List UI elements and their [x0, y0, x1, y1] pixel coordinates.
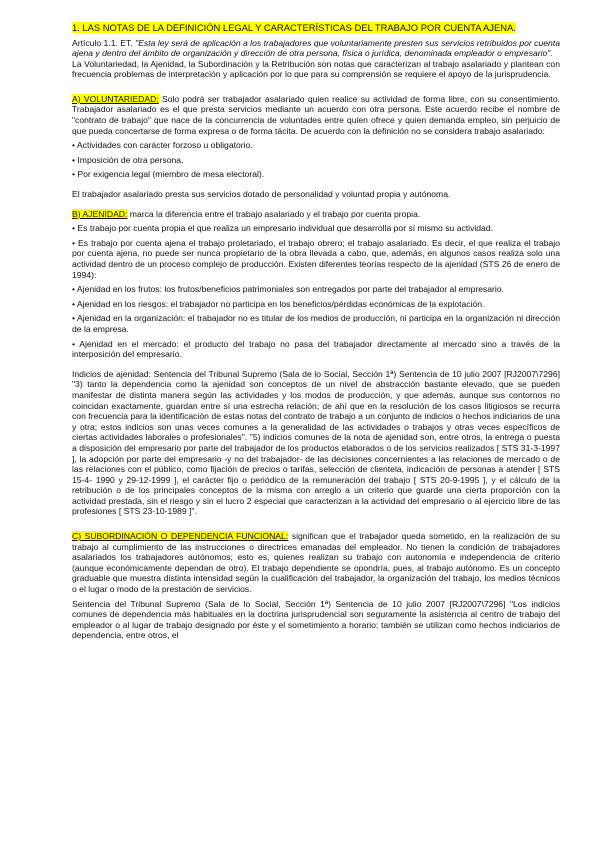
- document-title: [72, 22, 560, 34]
- section-a-text: Solo podrá ser trabajador asalariado quien realice su actividad de forma libre, con su consentimiento. Trabajador asalariado es el que presta servicios mediante un acuerdo con otra persona. Este acuerdo recibe el nombre de "contrato de trabajo" que nace de la concurrencia de voluntades entre quien ofrece y quien demanda empleo, sin perjuicio de que pueda concertarse de forma expresa o de forma tácita. De acuerdo con la definición no se considera trabajo asalariado:: [72, 93, 560, 136]
- list-item: • Es trabajo por cuenta propia el que realiza un empresario individual que desarrolla por sí mismo su actividad.: [72, 223, 560, 234]
- section-c-text: significan que el trabajador queda sometido, en la realización de su trabajo al cumplimiento de las instrucciones o directrices emanadas del empleador. No tienen la condición de trabajadores asalariados los trabajadores autónomos; esto es, quienes realizan su trabajo con autonomía e independencia de criterio (aunque económicamente dependan de otro). El trabajo dependiente se opondría, pues, al trabajo autónomo. Es un concepto graduable que muestra distinta intensidad según la cualificación del trabajador, la organización del trabajo, los medios técnicos o el lugar o modo de la prestación de servicios.: [72, 531, 561, 595]
- list-item: • Por exigencia legal (miembro de mesa electoral).: [72, 169, 560, 180]
- list-item: • Ajenidad en los frutos: los frutos/beneficios patrimoniales son entregados por parte del trabajador al empresario.: [72, 284, 560, 295]
- section-b-text: marca la diferencia entre el trabajo asalariado y el trabajo por cuenta propia.: [127, 208, 421, 219]
- article-reference: Artículo 1.1. ET.: [72, 37, 136, 48]
- section-b-paragraph: [72, 209, 560, 220]
- section-a-closing: El trabajador asalariado presta sus servicios dotado de personalidad y voluntad propia y autónoma.: [72, 189, 451, 200]
- title-highlight: 1. LAS NOTAS DE LA DEFINICIÓN LEGAL Y CARACTERÍSTICAS DEL TRABAJO POR CUENTA AJENA.: [72, 22, 516, 33]
- section-c-paragraph: [72, 531, 560, 595]
- list-item: • Ajenidad en los riesgos: el trabajador no participa en los beneficios/pérdidas económicas de la explotación.: [72, 299, 560, 310]
- article-citation: [72, 38, 560, 59]
- indicios-paragraph: Indicios de ajenidad: Sentencia del Tribunal Supremo (Sala de lo Social, Sección 1ª) Sentencia de 10 julio 2007 [RJ2007\7296] "3) tanto la dependencia como la ajenidad son conceptos de un nivel de abstracción bastante elevado, que se pueden manifestar de distinta manera según las actividades y los modos de producción, y que además, aunque sus contornos no coincidan exactamente, guardan entre sí una estrecha relación; de ahí que en la resolución de los casos litigiosos se recurra con frecuencia para la identificación de estas notas del contrato de trabajo a un conjunto de indicios o hechos indiciarios de una y otra; estos indicios son unas veces comunes a la generalidad de las actividades o trabajos y otras veces específicos de ciertas actividades laborales o profesionales". "5) indicios comunes de la nota de ajenidad son, entre otros, la entrega o puesta a disposición del empresario por parte del trabajador de los productos elaborados o de los servicios realizados [ STS 31-3-1997 ], la adopción por parte del empresario -y no del trabajador- de las decisiones concernientes a las relaciones de mercado o de las relaciones con el público, como fijación de precios o tarifas, selección de clientela, indicación de personas a atender [ STS 15-4- 1990 y 29-12-1999 ], el carácter fijo o periódico de la remuneración del trabajo [ STS 20-9-1995 ], y el cálculo de la retribución o de los principales conceptos de la misma con arreglo a un criterio que guarde una cierta proporción con la actividad prestada, sin el riesgo y sin el lucro 2 especial que caracterizan a la actividad del empresario o al ejercicio libre de las profesiones [ STS 23-10-1989 ]".: [72, 368, 560, 517]
- list-item: • Imposición de otra persona.: [72, 155, 560, 166]
- list-item: • Es trabajo por cuenta ajena el trabajo proletariado, el trabajo obrero; el trabajo asalariado. Es decir, el que realiza el trabajo por cuenta ajena, no puede ser nunca propietario de la obra llevada a cabo, que, además, en algunos casos realiza solo una actividad dentro de un proceso complejo de producción. Existen diferentes teorías respecto de la ajenidad (STS 26 de enero de 1994):: [72, 238, 560, 280]
- article-quote: "Esta ley será de aplicación a los trabajadores que voluntariamente presten sus servicios retribuidos por cuenta ajena y dentro del ámbito de organización y dirección de otra persona, física o jurídica, denominada empleador o empresario".: [72, 37, 560, 59]
- list-item: • Ajenidad en el mercado: el producto del trabajo no pasa del trabajador directamente al mercado sino a través de la interposición del empresario.: [72, 339, 560, 360]
- list-item: • Actividades con carácter forzoso u obligatorio.: [72, 140, 560, 151]
- section-b-heading: B) AJENIDAD:: [72, 208, 128, 219]
- section-a-heading: A) VOLUNTARIEDAD:: [72, 93, 159, 104]
- section-c-heading: C) SUBORDINACIÓN O DEPENDENCIA FUNCIONAL:: [72, 531, 289, 542]
- intro-paragraph: La Voluntariedad, la Ajenidad, la Subordinación y la Retribución son notas que caracterizan al trabajo asalariado y plantean con frecuencia problemas de interpretación y aplicación por lo que para su comprensión se requiere el apoyo de la jurisprudencia.: [72, 58, 560, 80]
- list-item: • Ajenidad en la organización: el trabajador no es titular de los medios de producción, ni participa en la organización ni dirección de la empresa.: [72, 313, 560, 334]
- section-c-ruling: Sentencia del Tribunal Supremo (Sala de lo Social, Sección 1ª) Sentencia de 10 julio 2007 [RJ2007\7296] "Los indicios comunes de dependencia más habituales en la doctrina jurisprudencial son seguramente la asistencia al centro de trabajo del empleador o al lugar de trabajo designado por éste y el sometimiento a horario; también se utilizan como hechos indiciarios de dependencia, entre otros, el: [72, 598, 560, 641]
- section-a-paragraph: [72, 94, 560, 136]
